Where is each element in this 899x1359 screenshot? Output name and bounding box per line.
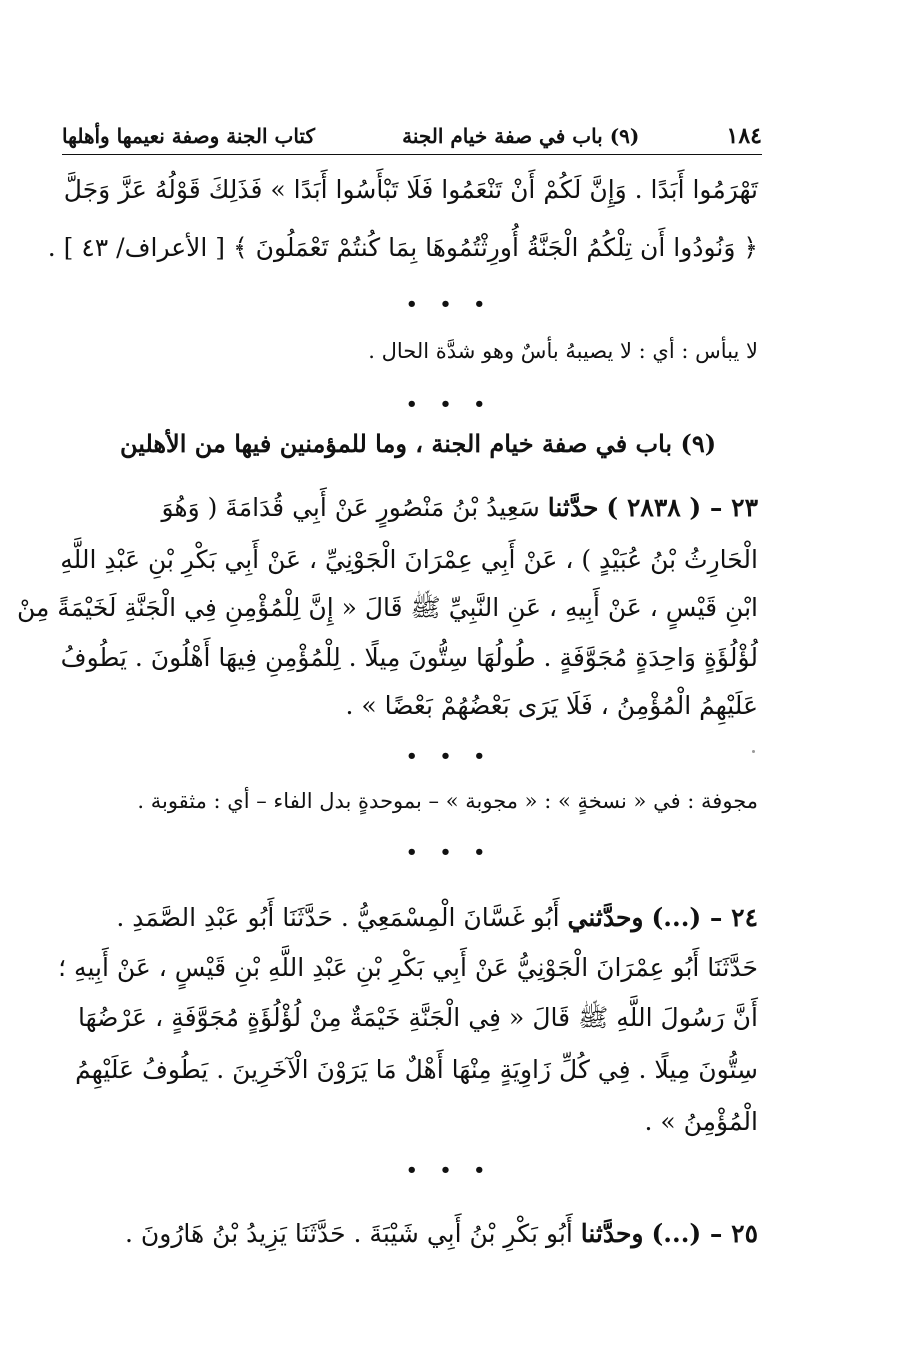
header-section-title: (٩) باب في صفة خيام الجنة <box>402 124 640 148</box>
separator-2: • • • <box>405 394 494 415</box>
hadith-23-line-1 <box>78 488 758 528</box>
hadith-23-line-3: ابْنِ قَيْسٍ ، عَنْ أَبِيهِ ، عَنِ النَّبِيِّ ﷺ قَالَ « إِنَّ لِلْمُؤْمِنِ فِي الْجَنَّةِ لَخَيْمَةً مِنْ <box>16 593 758 622</box>
header-book-title: كتاب الجنة وصفة نعيمها وأهلها <box>62 124 315 148</box>
para1-line-1: تَهْرَمُوا أَبَدًا . وَإِنَّ لَكُمْ أَنْ تَنْعَمُوا فَلَا تَبْأَسُوا أَبَدًا » فَذَلِكَ قَوْلُهُ عَزَّ وَجَلَّ <box>63 175 758 204</box>
chapter-heading: (٩) باب في صفة خيام الجنة ، وما للمؤمنين فيها من الأهلين <box>119 429 717 458</box>
hadith-24-line-3: أَنَّ رَسُولَ اللَّهِ ﷺ قَالَ « فِي الْجَنَّةِ خَيْمَةٌ مِنْ لُؤْلُؤَةٍ مُجَوَّفَةٍ ، عَرْضُهَا <box>78 1003 758 1032</box>
hadith-23-first-line-text: سَعِيدُ بْنُ مَنْصُورٍ عَنْ أَبِي قُدَامَةَ ( وَهُوَ <box>161 493 540 522</box>
hadith-24-number: ٢٤ – (...) <box>651 903 758 932</box>
hadith-25-narration-word: وحدَّثنا <box>580 1219 644 1248</box>
hadith-23-line-5: عَلَيْهِمُ الْمُؤْمِنُ ، فَلَا يَرَى بَعْضُهُمْ بَعْضًا » . <box>345 691 758 720</box>
hadith-24-narration-word: وحدَّثني <box>567 903 644 932</box>
hadith-24-line-5: الْمُؤْمِنُ » . <box>644 1107 758 1136</box>
separator-3: • • • <box>405 746 494 767</box>
hadith-24-first-line-text: أَبُو غَسَّانَ الْمِسْمَعِيُّ . حَدَّثَنَا أَبُو عَبْدِ الصَّمَدِ . <box>116 903 560 932</box>
hadith-23-narration-word: حدَّثنا <box>547 493 599 522</box>
hadith-25-number: ٢٥ – (...) <box>651 1219 758 1248</box>
separator-5: • • • <box>405 1160 494 1181</box>
hadith-24-line-2: حَدَّثَنَا أَبُو عِمْرَانَ الْجَوْنِيُّ عَنْ أَبِي بَكْرِ بْنِ عَبْدِ اللَّهِ بْنِ قَيْسٍ ، عَنْ أَبِيهِ ؛ <box>58 953 758 982</box>
note-yabas: لا يبأس : أي : لا يصيبهُ بأسٌ وهو شدَّة الحال . <box>368 339 758 363</box>
page-number: ١٨٤ <box>726 123 762 149</box>
running-header <box>62 118 762 155</box>
note-mujawwafa: مجوفة : في « نسخةٍ » : « مجوبة » – بموحدةٍ بدل الفاء – أي : مثقوبة . <box>137 789 758 813</box>
hadith-23-number: ٢٣ – ( ٢٨٣٨ ) <box>606 493 758 522</box>
hadith-25-first-line-text: أَبُو بَكْرِ بْنُ أَبِي شَيْبَةَ . حَدَّثَنَا يَزِيدُ بْنُ هَارُونَ . <box>125 1219 573 1248</box>
hadith-23-line-2: الْحَارِثُ بْنُ عُبَيْدٍ ) ، عَنْ أَبِي عِمْرَانَ الْجَوْنِيِّ ، عَنْ أَبِي بَكْرِ بْنِ عَبْدِ اللَّهِ <box>60 545 758 574</box>
separator-1: • • • <box>405 294 494 315</box>
separator-4: • • • <box>405 842 494 863</box>
hadith-23-line-4: لُؤْلُؤَةٍ وَاحِدَةٍ مُجَوَّفَةٍ . طُولُهَا سِتُّونَ مِيلًا . لِلْمُؤْمِنِ فِيهَا أَهْلُونَ . يَطُوفُ <box>60 643 758 672</box>
hadith-24-line-1 <box>78 898 758 938</box>
para1-line-2: ﴿ وَنُودُوا أَن تِلْكُمُ الْجَنَّةُ أُورِثْتُمُوهَا بِمَا كُنتُمْ تَعْمَلُونَ ﴾ [ الأعراف/ ٤٣ ] . <box>47 233 758 262</box>
hadith-24-line-4: سِتُّونَ مِيلًا . فِي كُلِّ زَاوِيَةٍ مِنْهَا أَهْلٌ مَا يَرَوْنَ الْآخَرِينَ . يَطُوفُ عَلَيْهِمُ <box>75 1055 758 1084</box>
hadith-25-line-1 <box>78 1214 758 1254</box>
